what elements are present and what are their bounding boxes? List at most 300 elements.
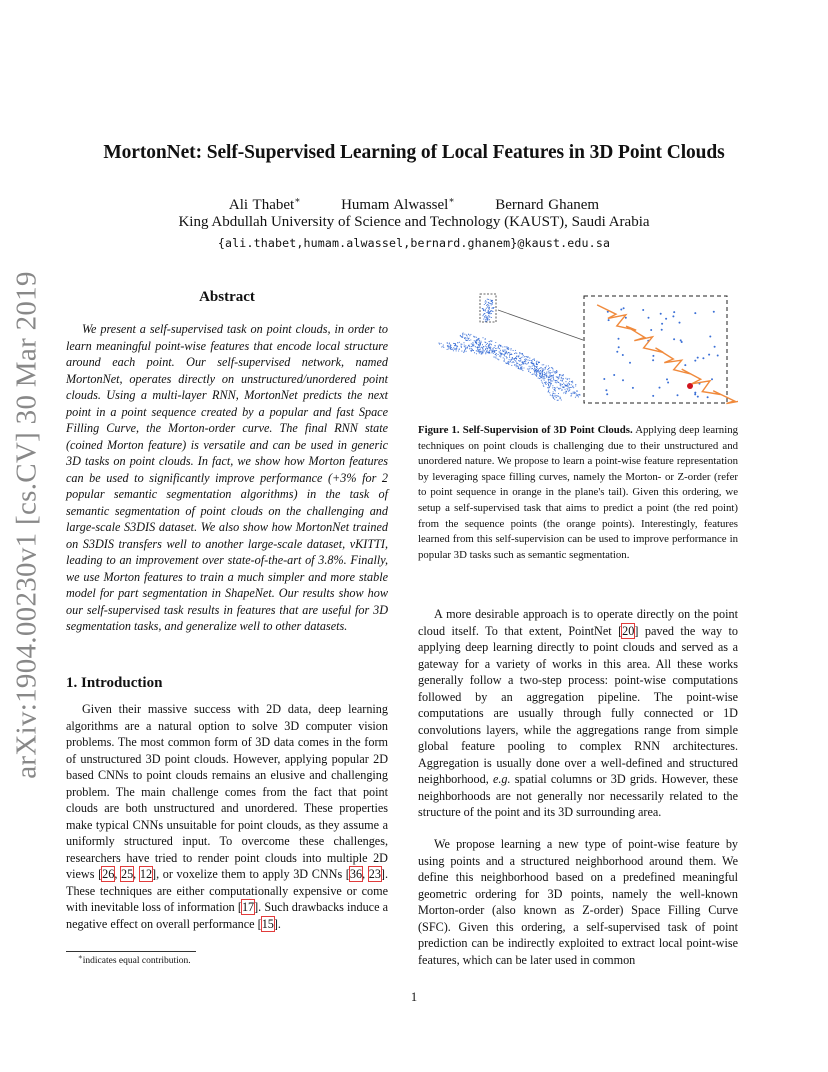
point bbox=[486, 316, 487, 317]
citation-link[interactable]: 26 bbox=[102, 867, 115, 881]
point bbox=[476, 353, 477, 354]
point bbox=[463, 342, 464, 343]
point bbox=[673, 338, 675, 340]
point bbox=[529, 368, 530, 369]
point bbox=[491, 300, 492, 301]
point bbox=[503, 351, 504, 352]
point bbox=[708, 354, 710, 356]
citation-link[interactable]: 17 bbox=[241, 900, 255, 914]
point bbox=[475, 346, 476, 347]
point bbox=[536, 373, 537, 374]
point bbox=[493, 351, 494, 352]
point bbox=[503, 357, 504, 358]
point bbox=[474, 352, 475, 353]
point bbox=[464, 334, 465, 335]
point bbox=[554, 387, 555, 388]
citation-link[interactable]: 36 bbox=[349, 867, 363, 881]
point bbox=[465, 337, 466, 338]
point bbox=[477, 340, 478, 341]
point bbox=[548, 379, 549, 380]
point bbox=[560, 384, 561, 385]
point bbox=[484, 313, 485, 314]
figure-1-caption: Figure 1. Self-Supervision of 3D Point Clouds. Applying deep learning techniques on point clouds is challenging due to their unstructured and unordered nature. We propose to learn a point-wise feature representation by leveraging space filling curves, namely the Morton- or Z-order (refer to point sequence in orange in the plane's tail). Given this ordering, we setup a self-supervised task that aims to predict a point (the red point) from the sequence points (the orange points). Interestingly, features learned from this self-supervision can be used to improve performance in popular 3D tasks such as semantic segmentation. bbox=[418, 424, 738, 561]
point bbox=[504, 349, 505, 350]
point bbox=[555, 380, 556, 381]
point bbox=[516, 363, 517, 364]
point bbox=[488, 352, 489, 353]
point bbox=[486, 321, 487, 322]
point bbox=[560, 374, 561, 375]
point bbox=[559, 398, 560, 399]
point bbox=[504, 360, 505, 361]
point bbox=[623, 307, 625, 309]
author-2: Humam Alwassel∗ bbox=[341, 195, 455, 213]
point bbox=[648, 317, 650, 319]
point bbox=[550, 372, 551, 373]
point bbox=[486, 319, 487, 320]
point bbox=[516, 358, 517, 359]
abstract-text: We present a self-supervised task on point clouds, in order to learn meaningful point-wise features that encode local structure around each point. Our self-supervised network, named MortonNet, operates directly on unstructured/unordered point clouds. Using a multi-layer RNN, MortonNet predicts the next point in a point sequence created by a popular and fast Space Filling Curve, the Morton-order curve. The final RNN state (coined Morton feature) is versatile and can be used in generic 3D tasks on point clouds. In fact, we show how Morton features can be used to significantly improve performance (+3% for 2 popular semantic segmentation algorithms) in the task of semantic segmentation of point clouds on the challenging and large-scale S3DIS dataset. We also show how MortonNet trained on S3DIS transfers well to another large-scale dataset, vKITTI, leading to an improvement over state-of-the-art of 3.8%. Finally, we use Morton features to train a much simpler and more stable model for part segmentation in ShapeNet. Our results show how our self-supervised task results in features that are useful for 3D segmentation tasks, and generalize well to other datasets. bbox=[66, 322, 388, 633]
point bbox=[500, 353, 501, 354]
point bbox=[543, 376, 544, 377]
point bbox=[470, 350, 471, 351]
point bbox=[550, 395, 551, 396]
point bbox=[551, 380, 552, 381]
point bbox=[471, 343, 472, 344]
point bbox=[461, 336, 462, 337]
point bbox=[546, 371, 547, 372]
point bbox=[545, 383, 546, 384]
point bbox=[521, 357, 522, 358]
point bbox=[530, 366, 531, 367]
point bbox=[545, 367, 546, 368]
point bbox=[516, 366, 517, 367]
point bbox=[483, 309, 484, 310]
point bbox=[464, 344, 465, 345]
point bbox=[661, 323, 663, 325]
point bbox=[652, 359, 654, 361]
citation-link[interactable]: 23 bbox=[368, 867, 381, 881]
point bbox=[569, 384, 570, 385]
point bbox=[485, 300, 486, 301]
point bbox=[462, 336, 463, 337]
point bbox=[519, 361, 520, 362]
point bbox=[541, 372, 542, 373]
point bbox=[622, 354, 624, 356]
point bbox=[529, 360, 530, 361]
point bbox=[458, 350, 459, 351]
point bbox=[491, 308, 492, 309]
citation-link[interactable]: 12 bbox=[139, 867, 153, 881]
point bbox=[485, 315, 486, 316]
point bbox=[483, 310, 484, 311]
point bbox=[552, 385, 553, 386]
point bbox=[485, 353, 486, 354]
point bbox=[485, 345, 486, 346]
point bbox=[485, 303, 486, 304]
point bbox=[489, 347, 490, 348]
point bbox=[508, 363, 509, 364]
point bbox=[567, 385, 568, 386]
point bbox=[520, 360, 521, 361]
point bbox=[491, 313, 492, 314]
point bbox=[509, 352, 510, 353]
point bbox=[464, 350, 465, 351]
point bbox=[494, 347, 495, 348]
point bbox=[717, 355, 719, 357]
point bbox=[525, 361, 526, 362]
point bbox=[466, 335, 467, 336]
point bbox=[702, 357, 704, 359]
point bbox=[519, 364, 520, 365]
point bbox=[544, 380, 545, 381]
point bbox=[517, 363, 518, 364]
point bbox=[562, 384, 563, 385]
point bbox=[553, 378, 554, 379]
point bbox=[561, 390, 562, 391]
point bbox=[502, 354, 503, 355]
point bbox=[533, 369, 534, 370]
point bbox=[513, 350, 514, 351]
point bbox=[493, 307, 494, 308]
point bbox=[539, 378, 540, 379]
point bbox=[553, 379, 554, 380]
point bbox=[673, 311, 675, 313]
point bbox=[497, 347, 498, 348]
point bbox=[536, 364, 537, 365]
point bbox=[515, 357, 516, 358]
point bbox=[482, 353, 483, 354]
point bbox=[576, 394, 577, 395]
point bbox=[558, 396, 559, 397]
point bbox=[567, 378, 568, 379]
point bbox=[665, 318, 667, 320]
point bbox=[515, 361, 516, 362]
point bbox=[500, 352, 501, 353]
point bbox=[566, 385, 567, 386]
point bbox=[534, 359, 535, 360]
point bbox=[558, 378, 559, 379]
point bbox=[488, 302, 489, 303]
point bbox=[488, 310, 489, 311]
point bbox=[485, 301, 486, 302]
point bbox=[489, 311, 490, 312]
point bbox=[471, 348, 472, 349]
point bbox=[568, 386, 569, 387]
point bbox=[556, 371, 557, 372]
point bbox=[551, 372, 552, 373]
point bbox=[450, 347, 451, 348]
page-number: 1 bbox=[410, 990, 418, 1004]
point bbox=[557, 377, 558, 378]
point bbox=[518, 367, 519, 368]
footnote-rule bbox=[66, 951, 196, 952]
point bbox=[471, 346, 472, 347]
citation-link[interactable]: 20 bbox=[622, 623, 635, 638]
point bbox=[495, 342, 496, 343]
point bbox=[560, 385, 561, 386]
point bbox=[537, 366, 538, 367]
point bbox=[563, 378, 564, 379]
point bbox=[554, 389, 555, 390]
point bbox=[468, 338, 469, 339]
point bbox=[466, 338, 467, 339]
point bbox=[479, 350, 480, 351]
point bbox=[512, 362, 513, 363]
point bbox=[485, 319, 486, 320]
point bbox=[544, 375, 545, 376]
point bbox=[489, 303, 490, 304]
point bbox=[456, 347, 457, 348]
point bbox=[534, 366, 535, 367]
intro-paragraph: Given their massive success with 2D data, deep learning algorithms are a natural option to solve 3D computer vision problems. The most common form of 3D data comes in the form of unstructured 3D point clouds. However, applying popular 2D based CNNs to point clouds remains an elusive and challenging problem. The main challenge comes from the fact that point clouds are both unstructured and unordered. These properties make typical CNNs unsuitable for point clouds, as they assume a uniformly structured input. To overcome these challenges, researchers have tried to render point clouds into multiple 2D views [26, 25, 12], or voxelize them to apply 3D CNNs [36, 23]. These techniques are either computationally expensive or come with inevitable loss of information [17]. Such drawbacks induce a negative effect on overall performance [15]. bbox=[66, 702, 389, 931]
point bbox=[476, 337, 477, 338]
point bbox=[666, 378, 668, 380]
point bbox=[483, 351, 484, 352]
point bbox=[487, 343, 488, 344]
point bbox=[552, 395, 553, 396]
point bbox=[490, 340, 491, 341]
point bbox=[565, 378, 566, 379]
point bbox=[482, 315, 483, 316]
point bbox=[697, 357, 699, 359]
point bbox=[568, 388, 569, 389]
point bbox=[534, 371, 535, 372]
point bbox=[538, 369, 539, 370]
point bbox=[562, 379, 563, 380]
point bbox=[556, 380, 557, 381]
point bbox=[556, 370, 557, 371]
point bbox=[495, 357, 496, 358]
point bbox=[457, 346, 458, 347]
point bbox=[563, 383, 564, 384]
citation-link[interactable]: 25 bbox=[120, 867, 134, 881]
point bbox=[489, 319, 490, 320]
point bbox=[539, 371, 540, 372]
point bbox=[575, 397, 576, 398]
point bbox=[507, 348, 508, 349]
point bbox=[521, 369, 522, 370]
point bbox=[480, 351, 481, 352]
point bbox=[484, 350, 485, 351]
point bbox=[538, 378, 539, 379]
point bbox=[544, 372, 545, 373]
point bbox=[566, 391, 567, 392]
point bbox=[476, 342, 477, 343]
point bbox=[499, 356, 500, 357]
point bbox=[549, 375, 550, 376]
point bbox=[488, 311, 489, 312]
point bbox=[478, 338, 479, 339]
point bbox=[650, 329, 652, 331]
point bbox=[616, 351, 618, 353]
point bbox=[467, 337, 468, 338]
point bbox=[498, 359, 499, 360]
point bbox=[553, 370, 554, 371]
point bbox=[472, 349, 473, 350]
point bbox=[470, 334, 471, 335]
point bbox=[677, 394, 679, 396]
point bbox=[546, 377, 547, 378]
point bbox=[549, 379, 550, 380]
point bbox=[527, 363, 528, 364]
point bbox=[548, 387, 549, 388]
citation-link[interactable]: 15 bbox=[261, 916, 274, 931]
point bbox=[543, 364, 544, 365]
point bbox=[478, 344, 479, 345]
point bbox=[492, 302, 493, 303]
point bbox=[488, 305, 489, 306]
point bbox=[534, 365, 535, 366]
point bbox=[486, 346, 487, 347]
point bbox=[515, 352, 516, 353]
point bbox=[553, 398, 554, 399]
point bbox=[509, 362, 510, 363]
point bbox=[494, 345, 495, 346]
point bbox=[509, 359, 510, 360]
point bbox=[531, 362, 532, 363]
point bbox=[495, 348, 496, 349]
point bbox=[456, 350, 457, 351]
point bbox=[565, 381, 566, 382]
point bbox=[548, 390, 549, 391]
figure-1-illustration bbox=[418, 290, 738, 410]
point bbox=[490, 343, 491, 344]
point bbox=[546, 373, 547, 374]
point bbox=[478, 350, 479, 351]
point bbox=[459, 342, 460, 343]
point bbox=[510, 349, 511, 350]
point bbox=[552, 380, 553, 381]
point bbox=[513, 361, 514, 362]
point bbox=[489, 341, 490, 342]
point bbox=[503, 354, 504, 355]
point bbox=[455, 349, 456, 350]
point bbox=[652, 355, 654, 357]
point bbox=[521, 368, 522, 369]
point bbox=[553, 375, 554, 376]
affiliation: King Abdullah University of Science and Technology (KAUST), Saudi Arabia bbox=[178, 214, 650, 230]
point bbox=[474, 340, 475, 341]
point bbox=[521, 353, 522, 354]
point bbox=[488, 346, 489, 347]
point bbox=[569, 381, 570, 382]
point bbox=[618, 338, 620, 340]
point bbox=[490, 303, 491, 304]
point bbox=[684, 364, 686, 366]
point bbox=[546, 366, 547, 367]
point bbox=[492, 349, 493, 350]
point bbox=[508, 364, 509, 365]
point bbox=[450, 346, 451, 347]
point bbox=[508, 348, 509, 349]
point bbox=[515, 350, 516, 351]
point bbox=[573, 393, 574, 394]
point bbox=[709, 336, 711, 338]
point bbox=[480, 349, 481, 350]
point bbox=[467, 348, 468, 349]
point bbox=[522, 370, 523, 371]
point bbox=[469, 346, 470, 347]
point bbox=[681, 341, 683, 343]
point bbox=[456, 349, 457, 350]
point bbox=[485, 309, 486, 310]
point bbox=[526, 364, 527, 365]
point bbox=[527, 368, 528, 369]
point bbox=[540, 377, 541, 378]
point bbox=[550, 376, 551, 377]
point bbox=[548, 388, 549, 389]
point bbox=[506, 363, 507, 364]
point bbox=[562, 386, 563, 387]
point bbox=[447, 349, 448, 350]
point bbox=[500, 350, 501, 351]
point bbox=[461, 351, 462, 352]
point bbox=[548, 365, 549, 366]
point bbox=[556, 372, 557, 373]
point bbox=[579, 395, 580, 396]
point bbox=[469, 340, 470, 341]
point bbox=[511, 354, 512, 355]
point bbox=[573, 387, 574, 388]
point bbox=[476, 341, 477, 342]
point bbox=[522, 353, 523, 354]
point bbox=[507, 346, 508, 347]
arxiv-watermark: arXiv:1904.00230v1 [cs.CV] 30 Mar 2019 bbox=[10, 271, 43, 779]
point bbox=[618, 346, 620, 348]
point bbox=[461, 344, 462, 345]
point bbox=[457, 342, 458, 343]
point bbox=[478, 347, 479, 348]
point bbox=[562, 380, 563, 381]
point bbox=[491, 350, 492, 351]
point bbox=[499, 348, 500, 349]
point bbox=[625, 317, 627, 319]
point bbox=[479, 347, 480, 348]
point bbox=[514, 365, 515, 366]
point bbox=[570, 387, 571, 388]
point bbox=[570, 395, 571, 396]
point bbox=[642, 309, 644, 311]
point bbox=[455, 344, 456, 345]
point bbox=[487, 299, 488, 300]
point bbox=[508, 362, 509, 363]
point bbox=[714, 346, 716, 348]
point bbox=[565, 393, 566, 394]
point bbox=[489, 317, 490, 318]
point bbox=[496, 355, 497, 356]
point bbox=[558, 388, 559, 389]
point bbox=[536, 371, 537, 372]
point bbox=[697, 396, 699, 398]
point bbox=[453, 347, 454, 348]
point bbox=[660, 313, 662, 315]
paper-title: MortonNet: Self-Supervised Learning of Local Features in 3D Point Clouds bbox=[103, 142, 725, 163]
point bbox=[488, 344, 489, 345]
point bbox=[532, 368, 533, 369]
point bbox=[487, 350, 488, 351]
point bbox=[550, 381, 551, 382]
point bbox=[447, 345, 448, 346]
point bbox=[565, 392, 566, 393]
point bbox=[485, 352, 486, 353]
point bbox=[513, 362, 514, 363]
point bbox=[536, 362, 537, 363]
point bbox=[550, 374, 551, 375]
point bbox=[511, 365, 512, 366]
point bbox=[509, 355, 510, 356]
point bbox=[572, 382, 573, 383]
